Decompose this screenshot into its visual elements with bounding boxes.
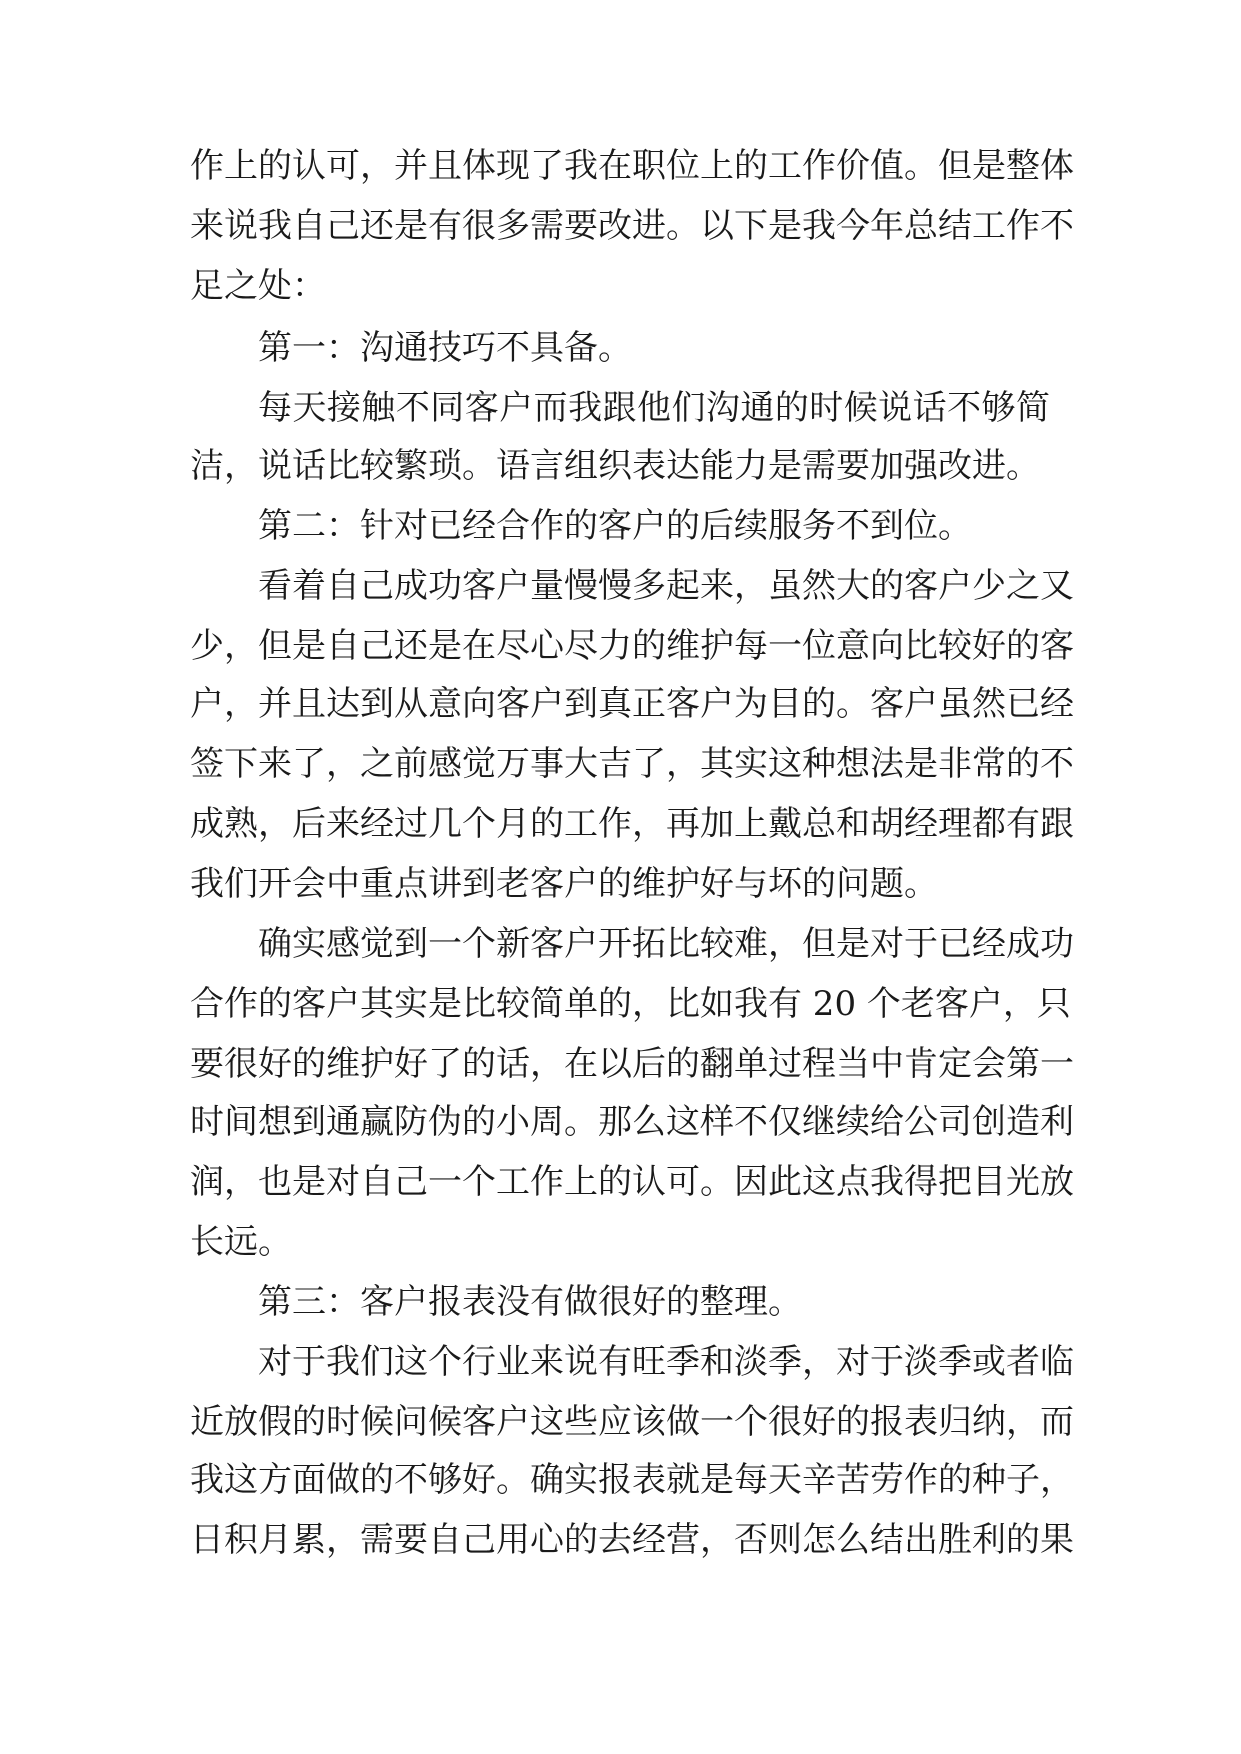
text-line: 签下来了，之前感觉万事大吉了，其实这种想法是非常的不 [190, 744, 1074, 784]
text-line: 确实感觉到一个新客户开拓比较难，但是对于已经成功 [258, 924, 1074, 964]
section-heading-2: 第二：针对已经合作的客户的后续服务不到位。 [258, 506, 972, 546]
text-line: 长远。 [190, 1222, 292, 1262]
text-line: 来说我自己还是有很多需要改进。以下是我今年总结工作不 [190, 206, 1074, 246]
text-line: 对于我们这个行业来说有旺季和淡季，对于淡季或者临 [258, 1342, 1074, 1382]
text-line: 户，并且达到从意向客户到真正客户为目的。客户虽然已经 [190, 684, 1074, 724]
text-line: 时间想到通赢防伪的小周。那么这样不仅继续给公司创造利 [190, 1102, 1074, 1142]
text-line: 足之处： [190, 266, 326, 306]
text-line: 我们开会中重点讲到老客户的维护好与坏的问题。 [190, 864, 938, 904]
text-line: 少，但是自己还是在尽心尽力的维护每一位意向比较好的客 [190, 626, 1074, 666]
text-line: 洁，说话比较繁琐。语言组织表达能力是需要加强改进。 [190, 446, 1040, 486]
text-line: 要很好的维护好了的话，在以后的翻单过程当中肯定会第一 [190, 1044, 1074, 1084]
text-line: 近放假的时候问候客户这些应该做一个很好的报表归纳，而 [190, 1402, 1074, 1442]
text-line: 看着自己成功客户量慢慢多起来，虽然大的客户少之又 [258, 566, 1074, 606]
section-heading-3: 第三：客户报表没有做很好的整理。 [258, 1282, 802, 1322]
text-line: 作上的认可，并且体现了我在职位上的工作价值。但是整体 [190, 146, 1074, 186]
text-line: 日积月累，需要自己用心的去经营，否则怎么结出胜利的果 [190, 1520, 1074, 1560]
text-line: 润，也是对自己一个工作上的认可。因此这点我得把目光放 [190, 1162, 1074, 1202]
text-line: 我这方面做的不够好。确实报表就是每天辛苦劳作的种子， [190, 1460, 1074, 1500]
text-line: 成熟，后来经过几个月的工作，再加上戴总和胡经理都有跟 [190, 804, 1074, 844]
text-line: 每天接触不同客户而我跟他们沟通的时候说话不够简 [258, 388, 1050, 428]
text-line: 合作的客户其实是比较简单的，比如我有 20 个老客户，只 [190, 984, 1071, 1024]
section-heading-1: 第一：沟通技巧不具备。 [258, 328, 632, 368]
